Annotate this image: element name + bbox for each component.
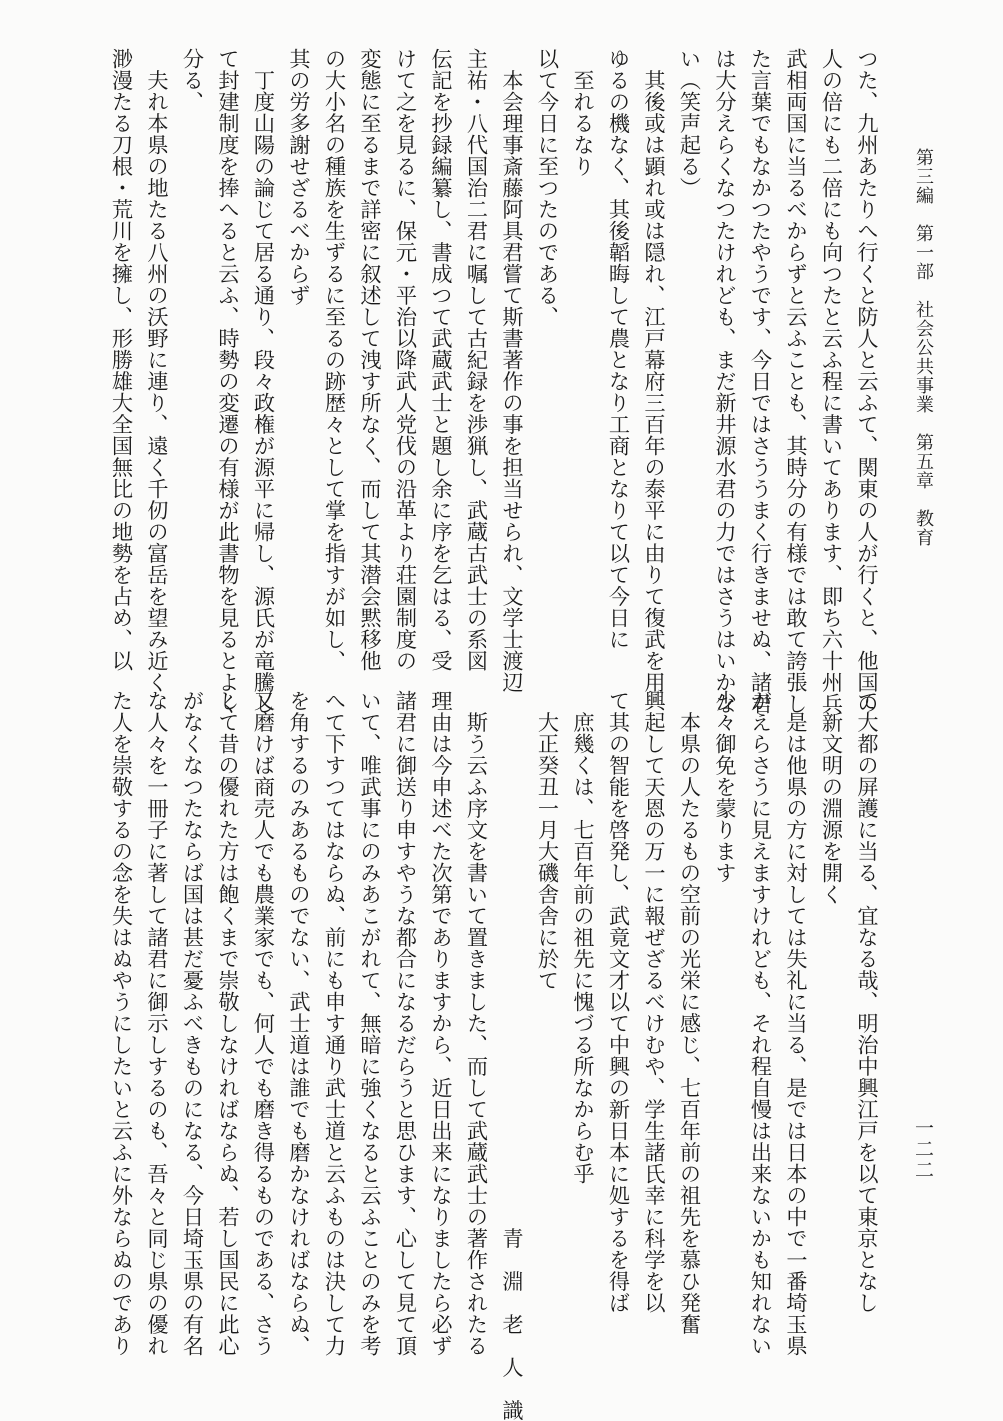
text-line: がえらさうに見えますけれども、それ程自慢は出来ないかも知れない bbox=[748, 690, 774, 1357]
text-line: 本県の人たるもの空前の光栄に感じ、七百年前の祖先を慕ひ発奮 bbox=[677, 690, 703, 1335]
text-line: の大小名の種族を生ずるに至るの跡歴々として掌を指すが如し、 bbox=[322, 48, 348, 672]
text-line: ゆるの機なく、其後韜晦して農となり工商となりて以て今日に bbox=[606, 48, 632, 650]
text-line: て其の智能を啓発し、武竟文才以て中興の新日本に処するを得ば bbox=[606, 690, 632, 1314]
text-line: て大都の屏護に当る、宜なる哉、明治中興江戸を以て東京となし bbox=[855, 690, 880, 1314]
text-line: 伝記を抄録編纂し、書成つて武蔵武士と題し余に序を乞はる、受 bbox=[429, 48, 454, 672]
text-line: がなくなつたならば国は甚だ憂ふべきものになる、今日埼玉県の有名 bbox=[180, 690, 206, 1357]
text-line: つた、九州あたりへ行くと防人と云ふて、関東の人が行くと、他国の bbox=[855, 48, 880, 715]
top-text-block bbox=[104, 48, 885, 715]
text-line: 新文明の淵源を開く bbox=[819, 690, 845, 905]
text-line: いて、唯武事にのみあこがれて、無暗に強くなると云ふことのみを考 bbox=[358, 690, 383, 1357]
text-line: た言葉でもなかつたやうです、今日ではさううまく行きませぬ、諸君 bbox=[748, 48, 774, 715]
text-line: 大正癸丑一月大磯舎舎に於て bbox=[535, 690, 561, 991]
text-line: 理由は今申述べた次第でありますから、近日出来になりましたら必ず bbox=[429, 690, 454, 1357]
text-line: 武相両国に当るべからずと云ふことも、其時分の有様では敢て誇張し bbox=[784, 48, 809, 715]
text-line: 至れるなり bbox=[571, 48, 596, 177]
text-line: は大分えらくなつたけれども、まだ新井源水君の力ではさうはいかな bbox=[713, 48, 738, 715]
text-line: 庶幾くは、七百年前の祖先に愧づる所なからむ乎 bbox=[571, 690, 596, 1185]
text-line: た人を崇敬するの念を失はぬやうにしたいと云ふに外ならぬのであり bbox=[109, 690, 135, 1357]
text-line: 斯う云ふ序文を書いて置きました、而して武蔵武士の著作されたる bbox=[464, 690, 490, 1357]
text-line: 渺漫たる刀根・荒川を擁し、形勝雄大全国無比の地勢を占め、以 bbox=[109, 48, 135, 672]
text-line: 其の労多謝せざるべからず bbox=[287, 48, 312, 306]
text-line: い（笑声起る） bbox=[677, 48, 703, 199]
text-line: 少々御免を蒙ります bbox=[713, 690, 738, 884]
text-line: 興起して天恩の万一に報ぜざるべけむや、学生諸氏幸に科学を以 bbox=[642, 690, 667, 1314]
text-line: 主祐・八代国治二君に嘱して古紀録を渉猟し、武蔵古武士の系図 bbox=[464, 48, 490, 672]
signature-line: 青 淵 老 人 識 bbox=[500, 690, 525, 1421]
text-line: 夫れ本県の地たる八州の沃野に連り、遠く千仞の富岳を望み近く bbox=[145, 48, 170, 693]
text-line: を角するのみあるものでない、武士道は誰でも磨かなければならぬ、 bbox=[287, 690, 312, 1357]
text-line: 本会理事斎藤阿具君嘗て斯書著作の事を担当せられ、文学士渡辺 bbox=[500, 48, 525, 693]
text-line: して昔の優れた方は飽くまで崇敬しなければならぬ、若し国民に此心 bbox=[216, 690, 241, 1357]
text-line: 諸君に御送り申すやうな都合になるだらうと思ひます、心して見て頂 bbox=[393, 690, 419, 1357]
text-line: 丁度山陽の論じて居る通り、段々政権が源平に帰し、源氏が竜騰し bbox=[251, 48, 277, 715]
text-line: へて下すつてはならぬ、前にも申す通り武士道と云ふものは決して力 bbox=[322, 690, 348, 1357]
text-line: 変態に至るまで詳密に叙述して洩す所なく、而して其潜会黙移他 bbox=[358, 48, 383, 672]
text-line: けて之を見るに、保元・平治以降武人党伐の沿革より荘園制度の bbox=[393, 48, 419, 672]
text-line: 以て今日に至つたのである、 bbox=[535, 48, 561, 328]
text-line: 人の倍にも二倍にも向つたと云ふ程に書いてあります、即ち六十州兵 bbox=[819, 48, 845, 715]
text-line: 分る、 bbox=[180, 48, 206, 113]
page-number: 一二二 bbox=[912, 1118, 934, 1181]
running-head: 第三編 第一部 社会公共事業 第五章 教育 bbox=[913, 148, 934, 547]
text-line: て封建制度を捧へると云ふ、時勢の変遷の有様が此書物を見るとよく bbox=[216, 48, 241, 715]
text-line: 又磨けば商売人でも農業家でも、何人でも磨き得るものである、さう bbox=[251, 690, 277, 1357]
text-line: 是は他県の方に対しては失礼に当る、是では日本の中で一番埼玉県 bbox=[784, 690, 809, 1357]
bottom-text-block bbox=[104, 690, 885, 1421]
text-line: 其後或は顕れ或は隠れ、江戸幕府三百年の泰平に由りて復武を用 bbox=[642, 48, 667, 693]
text-line: な人々を一冊子に著して諸君に御示しするのも、吾々と同じ県の優れ bbox=[145, 690, 170, 1357]
